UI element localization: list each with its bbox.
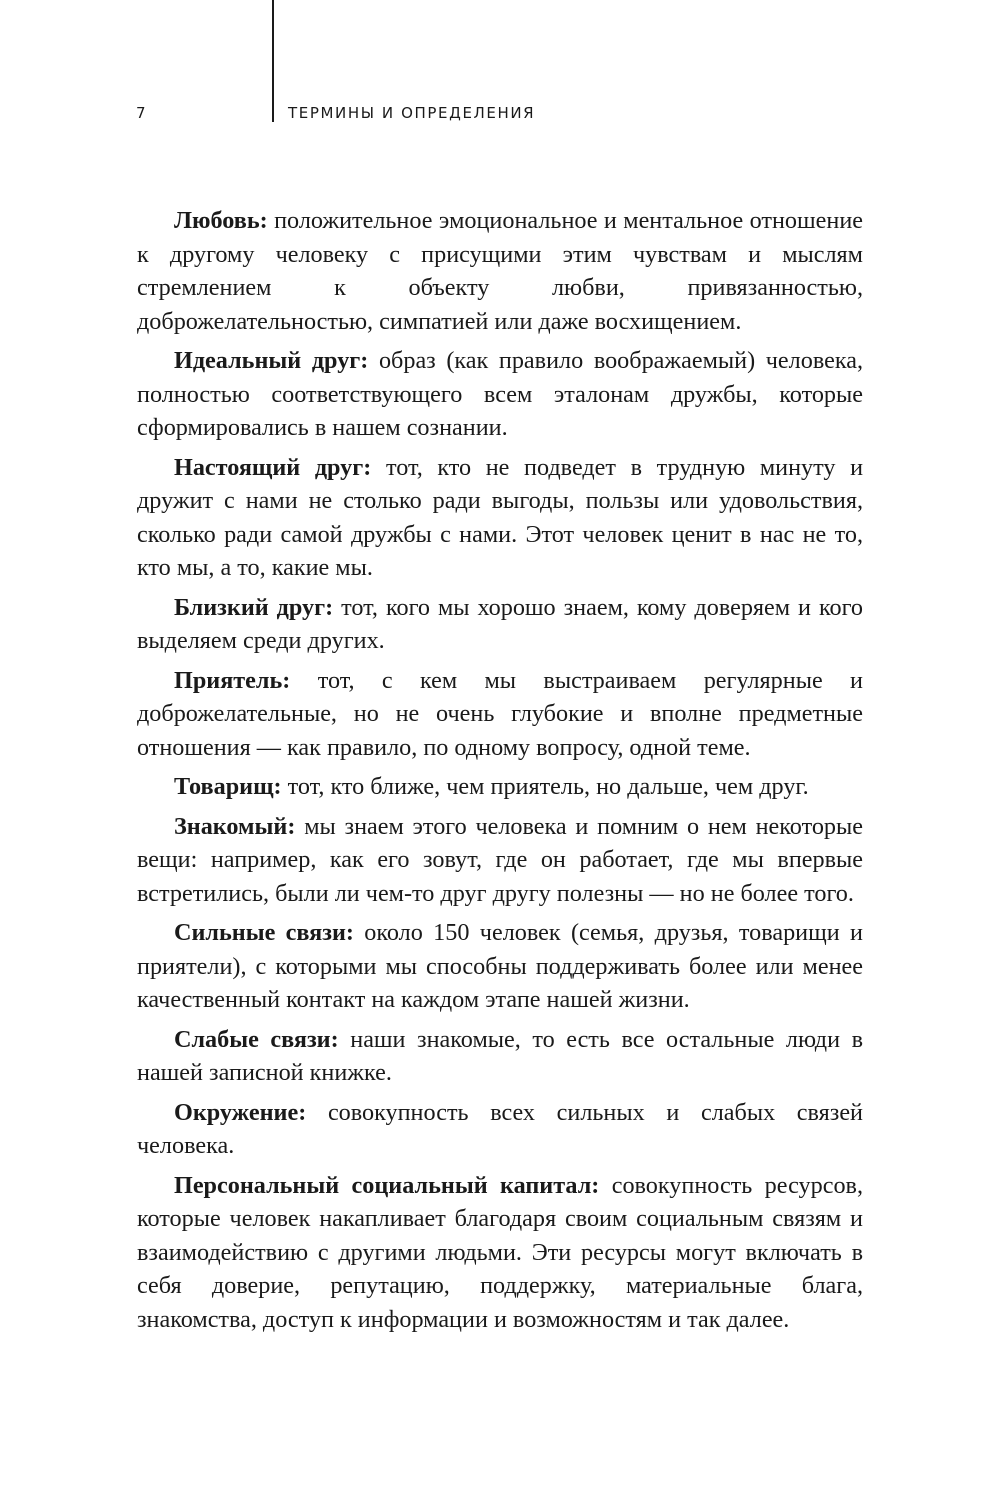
term: Настоящий друг:	[174, 453, 372, 481]
definition: положительное эмоциональное и ментальное отношение к другому человеку с присущими этим чувствам и мыслям стремлением к объекту любви, привязанностью, доброжелательностью, симпатией или даже восхищением.	[137, 207, 863, 335]
term: Слабые связи:	[174, 1025, 339, 1053]
definition: наши знакомые, то есть все остальные люди в нашей записной книжке.	[137, 1025, 864, 1086]
definition: около 150 человек (семья, друзья, товарищи и приятели), с которыми мы способны поддерживать более или менее качественный контакт на каждом этапе нашей жизни.	[137, 919, 863, 1013]
term: Персональный социальный капитал:	[174, 1171, 600, 1199]
term: Любовь:	[174, 207, 268, 234]
definition: тот, кто не подведет в трудную минуту и дружит с нами не столько ради выгоды, пользы или удовольствия, сколько ради самой дружбы с нами. Этот человек ценит в нас не то, кто мы, а то, какие мы.	[137, 453, 864, 581]
definition: совокупность всех сильных и слабых связей человека.	[137, 1098, 864, 1159]
entry-weak-ties	[137, 1023, 863, 1090]
entry-acquaintance	[137, 810, 863, 911]
running-section-title: ТЕРМИНЫ И ОПРЕДЕЛЕНИЯ	[288, 104, 536, 122]
entry-love	[137, 204, 863, 338]
definition: мы знаем этого человека и помним о нем некоторые вещи: например, как его зовут, где он работает, где мы впервые встретились, были ли чем-то друг другу полезны — но не более того.	[137, 812, 863, 907]
definitions-body	[137, 204, 863, 1342]
term: Сильные связи:	[174, 919, 354, 946]
term: Знакомый:	[174, 812, 296, 840]
page-number: 7	[136, 104, 147, 122]
definition: тот, кто ближе, чем приятель, но дальше, чем друг.	[287, 773, 809, 800]
term: Близкий друг:	[174, 593, 334, 621]
entry-comrade	[137, 770, 863, 804]
entry-true-friend	[137, 451, 863, 585]
entry-close-friend	[137, 591, 863, 658]
term: Приятель:	[174, 666, 291, 694]
definition: совокупность ресурсов, которые человек накапливает благодаря своим социальным связям и взаимодействию с другими людьми. Эти ресурсы могут включать в себя доверие, репутацию, поддержку, материальные блага, знакомства, доступ к информации и возможностям и так далее.	[137, 1171, 864, 1333]
definition: тот, кого мы хорошо знаем, кому доверяем и кого выделяем среди других.	[137, 593, 863, 654]
header-divider-line	[272, 0, 274, 122]
term: Окружение:	[174, 1098, 307, 1126]
entry-pal	[137, 664, 863, 765]
definition: тот, с кем мы выстраиваем регулярные и доброжелательные, но не очень глубокие и вполне предметные отношения — как правило, по одному вопросу, одной теме.	[137, 666, 863, 761]
entry-environment	[137, 1096, 863, 1163]
definition: образ (как правило воображаемый) человека, полностью соответствующего всем эталонам дружбы, которые сформировались в нашем сознании.	[137, 347, 863, 441]
term: Идеальный друг:	[174, 347, 369, 374]
entry-social-capital	[137, 1169, 863, 1337]
entry-ideal-friend	[137, 344, 863, 445]
entry-strong-ties	[137, 916, 863, 1017]
term: Товарищ:	[174, 773, 282, 800]
